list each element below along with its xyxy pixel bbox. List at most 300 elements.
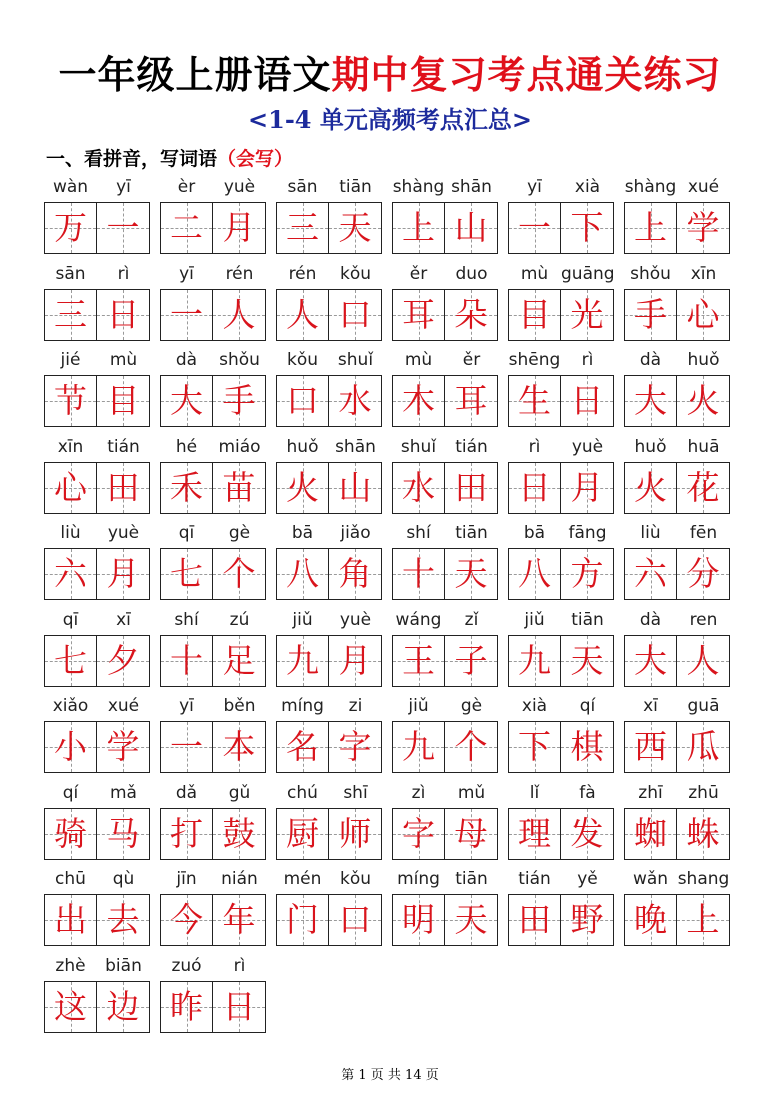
word-item [44, 518, 150, 604]
pinyin-label: tiān [339, 177, 372, 197]
pinyin-label: shí [406, 523, 431, 543]
pinyin-label: tiān [455, 869, 488, 889]
pinyin-label: zhè [55, 955, 86, 976]
pinyin-label: fāng [568, 523, 607, 543]
hanzi-answer: 个 [222, 554, 256, 593]
pinyin-label: xī [643, 696, 658, 716]
hanzi-answer: 七 [54, 640, 87, 680]
pinyin-label: jiǔ [408, 696, 429, 716]
tianzige-box [561, 289, 614, 341]
tianzige-box [445, 894, 498, 946]
word-item [508, 432, 614, 518]
pinyin-label: dà [639, 609, 662, 630]
tianzige-box [97, 289, 150, 341]
word-item [160, 691, 266, 777]
hanzi-answer: 日 [570, 381, 604, 420]
pinyin-label: shī [343, 782, 368, 803]
tianzige-box [276, 462, 329, 514]
word-item [624, 518, 730, 604]
tianzige-box [97, 721, 150, 773]
tianzige-box [97, 635, 150, 687]
tianzige-box [276, 202, 329, 254]
hanzi-answer: 十 [170, 640, 203, 680]
hanzi-answer: 晚 [634, 900, 667, 939]
hanzi-answer: 十 [402, 554, 435, 593]
hanzi-answer: 发 [570, 813, 604, 853]
hanzi-answer: 学 [106, 727, 140, 766]
hanzi-answer: 人 [286, 294, 319, 334]
word-item [276, 259, 382, 345]
tianzige-box [624, 462, 677, 514]
hanzi-answer: 打 [170, 813, 203, 853]
tianzige-box [213, 375, 266, 427]
pinyin-label: dà [175, 350, 198, 370]
pinyin-label: wǎn [632, 869, 669, 889]
tianzige-box [213, 894, 266, 946]
tianzige-box [624, 548, 677, 600]
section-heading [46, 144, 293, 171]
tianzige-box [160, 548, 213, 600]
tianzige-box [276, 548, 329, 600]
pinyin-label: jié [60, 350, 81, 370]
pinyin-label: yuè [107, 523, 140, 543]
hanzi-answer: 大 [634, 640, 667, 680]
tianzige-box [508, 202, 561, 254]
section-label: 一、看拼音，写词语 [46, 148, 218, 170]
tianzige-box [329, 202, 382, 254]
word-item [392, 172, 498, 258]
hanzi-answer: 个 [454, 727, 488, 766]
pinyin-label: qí [62, 782, 79, 803]
pinyin-label: xué [687, 177, 720, 197]
word-item [44, 432, 150, 518]
pinyin-label: xiǎo [52, 696, 89, 716]
hanzi-answer: 门 [286, 900, 319, 939]
word-item [276, 605, 382, 691]
hanzi-answer: 大 [634, 381, 667, 420]
tianzige-box [213, 808, 266, 860]
hanzi-answer: 日 [518, 467, 551, 507]
pinyin-label: dà [639, 350, 662, 370]
hanzi-answer: 天 [454, 554, 488, 593]
pinyin-label: bā [523, 523, 546, 543]
pinyin-label: gè [228, 523, 251, 543]
tianzige-box [624, 808, 677, 860]
hanzi-answer: 节 [54, 381, 87, 420]
word-item [276, 864, 382, 950]
hanzi-answer: 蛛 [686, 813, 720, 853]
hanzi-answer: 母 [454, 813, 488, 853]
hanzi-answer: 水 [338, 381, 372, 420]
tianzige-box [213, 462, 266, 514]
hanzi-answer: 一 [518, 208, 551, 247]
tianzige-box [677, 721, 730, 773]
hanzi-answer: 名 [286, 727, 319, 766]
pinyin-label: xià [521, 696, 548, 716]
hanzi-answer: 六 [54, 554, 87, 593]
tianzige-box [561, 202, 614, 254]
hanzi-answer: 月 [570, 467, 604, 507]
tianzige-box [677, 635, 730, 687]
tianzige-box [677, 894, 730, 946]
hanzi-answer: 耳 [402, 294, 435, 334]
pinyin-label: yī [179, 263, 194, 284]
hanzi-answer: 天 [454, 900, 488, 939]
hanzi-answer: 年 [222, 900, 256, 939]
tianzige-box [508, 894, 561, 946]
tianzige-box [445, 635, 498, 687]
hanzi-answer: 八 [286, 554, 319, 593]
tianzige-box [561, 635, 614, 687]
word-item [160, 518, 266, 604]
pinyin-label: kǒu [339, 869, 372, 889]
pinyin-label: shí [174, 609, 199, 630]
pinyin-label: yī [527, 177, 542, 197]
tianzige-box [445, 721, 498, 773]
pinyin-label: qù [112, 869, 135, 889]
pinyin-label: yuè [571, 436, 604, 457]
hanzi-answer: 七 [170, 554, 203, 593]
tianzige-box [276, 635, 329, 687]
hanzi-answer: 山 [338, 467, 372, 507]
tianzige-box [97, 981, 150, 1033]
hanzi-answer: 方 [570, 554, 604, 593]
hanzi-answer: 耳 [454, 381, 488, 420]
word-item [44, 778, 150, 864]
hanzi-answer: 目 [518, 294, 551, 334]
word-item [508, 259, 614, 345]
word-item [160, 951, 266, 1037]
tianzige-box [561, 721, 614, 773]
hanzi-answer: 六 [634, 554, 667, 593]
pinyin-label: shàng [392, 177, 445, 197]
pinyin-label: shǒu [630, 263, 671, 284]
pinyin-label: qī [62, 609, 79, 630]
tianzige-box [624, 721, 677, 773]
word-item [276, 345, 382, 431]
pinyin-label: tián [107, 436, 140, 457]
page-subtitle: <1-4 单元高频考点汇总> [248, 105, 532, 134]
word-item [160, 345, 266, 431]
pinyin-label: shàng [624, 177, 677, 197]
tianzige-box [329, 635, 382, 687]
tianzige-box [392, 462, 445, 514]
hanzi-answer: 王 [402, 640, 435, 680]
pinyin-label: biān [105, 955, 142, 976]
hanzi-answer: 心 [54, 467, 87, 507]
hanzi-answer: 山 [454, 208, 488, 247]
pinyin-label: nián [221, 869, 258, 889]
tianzige-box [561, 808, 614, 860]
tianzige-box [445, 289, 498, 341]
hanzi-answer: 木 [402, 381, 435, 420]
pinyin-label: tián [455, 436, 488, 457]
hanzi-answer: 田 [106, 467, 140, 507]
tianzige-box [392, 548, 445, 600]
hanzi-answer: 西 [634, 727, 667, 766]
pinyin-label: běn [223, 696, 256, 716]
tianzige-box [160, 981, 213, 1033]
tianzige-box [44, 375, 97, 427]
tianzige-box [276, 289, 329, 341]
word-item [276, 691, 382, 777]
tianzige-box [329, 894, 382, 946]
word-item [392, 432, 498, 518]
word-item [392, 518, 498, 604]
tianzige-box [276, 375, 329, 427]
pinyin-label: dǎ [175, 782, 198, 803]
hanzi-answer: 上 [402, 208, 435, 247]
tianzige-box [329, 721, 382, 773]
word-item [44, 605, 150, 691]
pinyin-label: miáo [218, 436, 261, 457]
hanzi-answer: 光 [570, 294, 604, 334]
word-item [160, 172, 266, 258]
tianzige-box [160, 462, 213, 514]
hanzi-answer: 日 [106, 294, 140, 334]
tianzige-box [445, 462, 498, 514]
word-item [276, 778, 382, 864]
tianzige-box [276, 808, 329, 860]
hanzi-answer: 下 [518, 727, 551, 766]
tianzige-box [160, 808, 213, 860]
tianzige-box [677, 548, 730, 600]
tianzige-box [677, 462, 730, 514]
word-item [624, 864, 730, 950]
hanzi-answer: 小 [54, 727, 87, 766]
hanzi-answer: 昨 [170, 986, 203, 1026]
tianzige-box [44, 808, 97, 860]
word-item [160, 605, 266, 691]
hanzi-answer: 朵 [454, 294, 488, 334]
word-item [392, 345, 498, 431]
hanzi-answer: 人 [686, 640, 720, 680]
hanzi-answer: 分 [686, 554, 720, 593]
hanzi-answer: 心 [686, 294, 720, 334]
tianzige-box [44, 462, 97, 514]
word-item [160, 259, 266, 345]
tianzige-box [392, 808, 445, 860]
hanzi-answer: 火 [634, 467, 667, 507]
page-title [0, 44, 780, 99]
hanzi-answer: 花 [686, 467, 720, 507]
tianzige-box [508, 462, 561, 514]
hanzi-answer: 苗 [222, 467, 256, 507]
hanzi-answer: 学 [686, 208, 720, 247]
pinyin-label: gǔ [228, 782, 251, 803]
pinyin-label: tián [518, 869, 551, 889]
hanzi-answer: 夕 [106, 640, 140, 680]
tianzige-box [44, 894, 97, 946]
word-item [624, 605, 730, 691]
word-item [508, 605, 614, 691]
tianzige-box [677, 289, 730, 341]
tianzige-box [44, 635, 97, 687]
tianzige-box [44, 202, 97, 254]
tianzige-box [213, 202, 266, 254]
tianzige-box [677, 808, 730, 860]
hanzi-answer: 天 [338, 208, 372, 247]
tianzige-box [329, 548, 382, 600]
hanzi-answer: 蜘 [634, 813, 667, 853]
pinyin-label: huǒ [687, 350, 720, 370]
pinyin-label: yě [577, 869, 598, 889]
pinyin-label: rì [581, 350, 594, 370]
hanzi-answer: 明 [402, 900, 435, 939]
pinyin-label: wàn [52, 177, 89, 197]
word-item [624, 778, 730, 864]
pinyin-label: kǒu [339, 263, 372, 284]
word-item [508, 864, 614, 950]
tianzige-box [624, 375, 677, 427]
tianzige-box [508, 635, 561, 687]
tianzige-box [508, 721, 561, 773]
hanzi-answer: 马 [106, 813, 140, 853]
pinyin-label: rì [233, 955, 246, 976]
tianzige-box [624, 635, 677, 687]
hanzi-answer: 月 [222, 208, 256, 247]
hanzi-answer: 一 [170, 727, 203, 766]
hanzi-answer: 下 [570, 208, 604, 247]
word-item [508, 778, 614, 864]
pinyin-label: rén [225, 263, 254, 284]
hanzi-answer: 去 [106, 900, 140, 939]
hanzi-answer: 人 [222, 294, 256, 334]
pinyin-label: zì [411, 782, 426, 803]
tianzige-box [561, 375, 614, 427]
hanzi-answer: 厨 [286, 813, 319, 853]
hanzi-answer: 骑 [54, 813, 87, 853]
tianzige-box [677, 375, 730, 427]
tianzige-box [392, 635, 445, 687]
pinyin-label: mù [109, 350, 138, 370]
hanzi-answer: 九 [518, 640, 551, 680]
hanzi-answer: 目 [106, 381, 140, 420]
pinyin-label: ěr [409, 263, 428, 284]
hanzi-answer: 今 [170, 900, 203, 939]
pinyin-label: lǐ [529, 782, 540, 803]
tianzige-box [561, 548, 614, 600]
pinyin-label: shān [451, 177, 492, 197]
tianzige-box [160, 635, 213, 687]
hanzi-answer: 瓜 [686, 727, 720, 766]
hanzi-answer: 野 [570, 900, 604, 939]
tianzige-box [44, 289, 97, 341]
hanzi-answer: 子 [454, 640, 488, 680]
word-item [624, 432, 730, 518]
word-item [392, 605, 498, 691]
pinyin-label: yī [179, 696, 194, 716]
tianzige-box [329, 375, 382, 427]
word-item [508, 345, 614, 431]
tianzige-box [392, 721, 445, 773]
pinyin-label: gè [460, 696, 483, 716]
pinyin-label: chū [55, 869, 86, 889]
word-item [44, 345, 150, 431]
tianzige-box [508, 375, 561, 427]
pinyin-label: xīn [57, 436, 84, 457]
tianzige-box [508, 289, 561, 341]
tianzige-box [97, 548, 150, 600]
hanzi-answer: 师 [338, 813, 372, 853]
tianzige-box [329, 289, 382, 341]
tianzige-box [392, 375, 445, 427]
pinyin-label: qí [579, 696, 596, 716]
tianzige-box [160, 375, 213, 427]
tianzige-box [213, 289, 266, 341]
word-item [508, 691, 614, 777]
hanzi-answer: 一 [170, 294, 203, 334]
hanzi-answer: 三 [286, 208, 319, 247]
pinyin-label: xué [107, 696, 140, 716]
hanzi-answer: 字 [402, 813, 435, 853]
pinyin-label: jiǔ [292, 609, 313, 630]
pinyin-label: rì [528, 436, 541, 457]
pinyin-label: zhī [638, 782, 663, 803]
hanzi-answer: 一 [106, 208, 140, 247]
word-item [392, 778, 498, 864]
pinyin-label: huǒ [286, 436, 319, 457]
hanzi-answer: 九 [286, 640, 319, 680]
tianzige-box [97, 375, 150, 427]
pinyin-label: mù [404, 350, 433, 370]
word-item [44, 259, 150, 345]
tianzige-box [97, 894, 150, 946]
pinyin-label: mǔ [457, 782, 486, 803]
tianzige-box [624, 289, 677, 341]
word-item [160, 432, 266, 518]
hanzi-answer: 口 [338, 294, 372, 334]
pinyin-label: shān [335, 436, 376, 457]
pinyin-label: fà [579, 782, 596, 803]
pinyin-label: shuǐ [337, 350, 374, 370]
hanzi-answer: 上 [634, 208, 667, 247]
hanzi-answer: 这 [54, 986, 87, 1026]
pinyin-label: èr [177, 177, 196, 197]
word-item [276, 172, 382, 258]
word-item [276, 432, 382, 518]
hanzi-answer: 鼓 [222, 813, 256, 853]
title-black: 一年级上册语文 [58, 52, 332, 97]
pinyin-label: tiān [571, 609, 604, 630]
hanzi-answer: 天 [570, 640, 604, 680]
tianzige-box [329, 808, 382, 860]
pinyin-label: zi [348, 696, 363, 716]
title-red: 期中复习考点通关练习 [331, 52, 722, 97]
hanzi-answer: 田 [518, 900, 551, 939]
hanzi-answer: 足 [222, 640, 256, 680]
word-item [44, 864, 150, 950]
hanzi-answer: 二 [170, 208, 203, 247]
pinyin-label: jīn [176, 869, 197, 889]
tianzige-box [97, 462, 150, 514]
hanzi-answer: 本 [222, 727, 256, 766]
pinyin-label: qī [178, 523, 195, 543]
hanzi-answer: 理 [518, 813, 551, 853]
word-item [44, 951, 150, 1037]
pinyin-label: wáng [395, 609, 442, 630]
word-item [276, 518, 382, 604]
pinyin-label: hé [175, 436, 198, 457]
pinyin-label: shǒu [219, 350, 260, 370]
hanzi-answer: 手 [634, 294, 667, 334]
tianzige-box [97, 202, 150, 254]
tianzige-box [508, 808, 561, 860]
word-item [624, 691, 730, 777]
pinyin-label: mù [520, 263, 549, 284]
pinyin-label: jiǎo [340, 523, 371, 543]
word-item [44, 172, 150, 258]
